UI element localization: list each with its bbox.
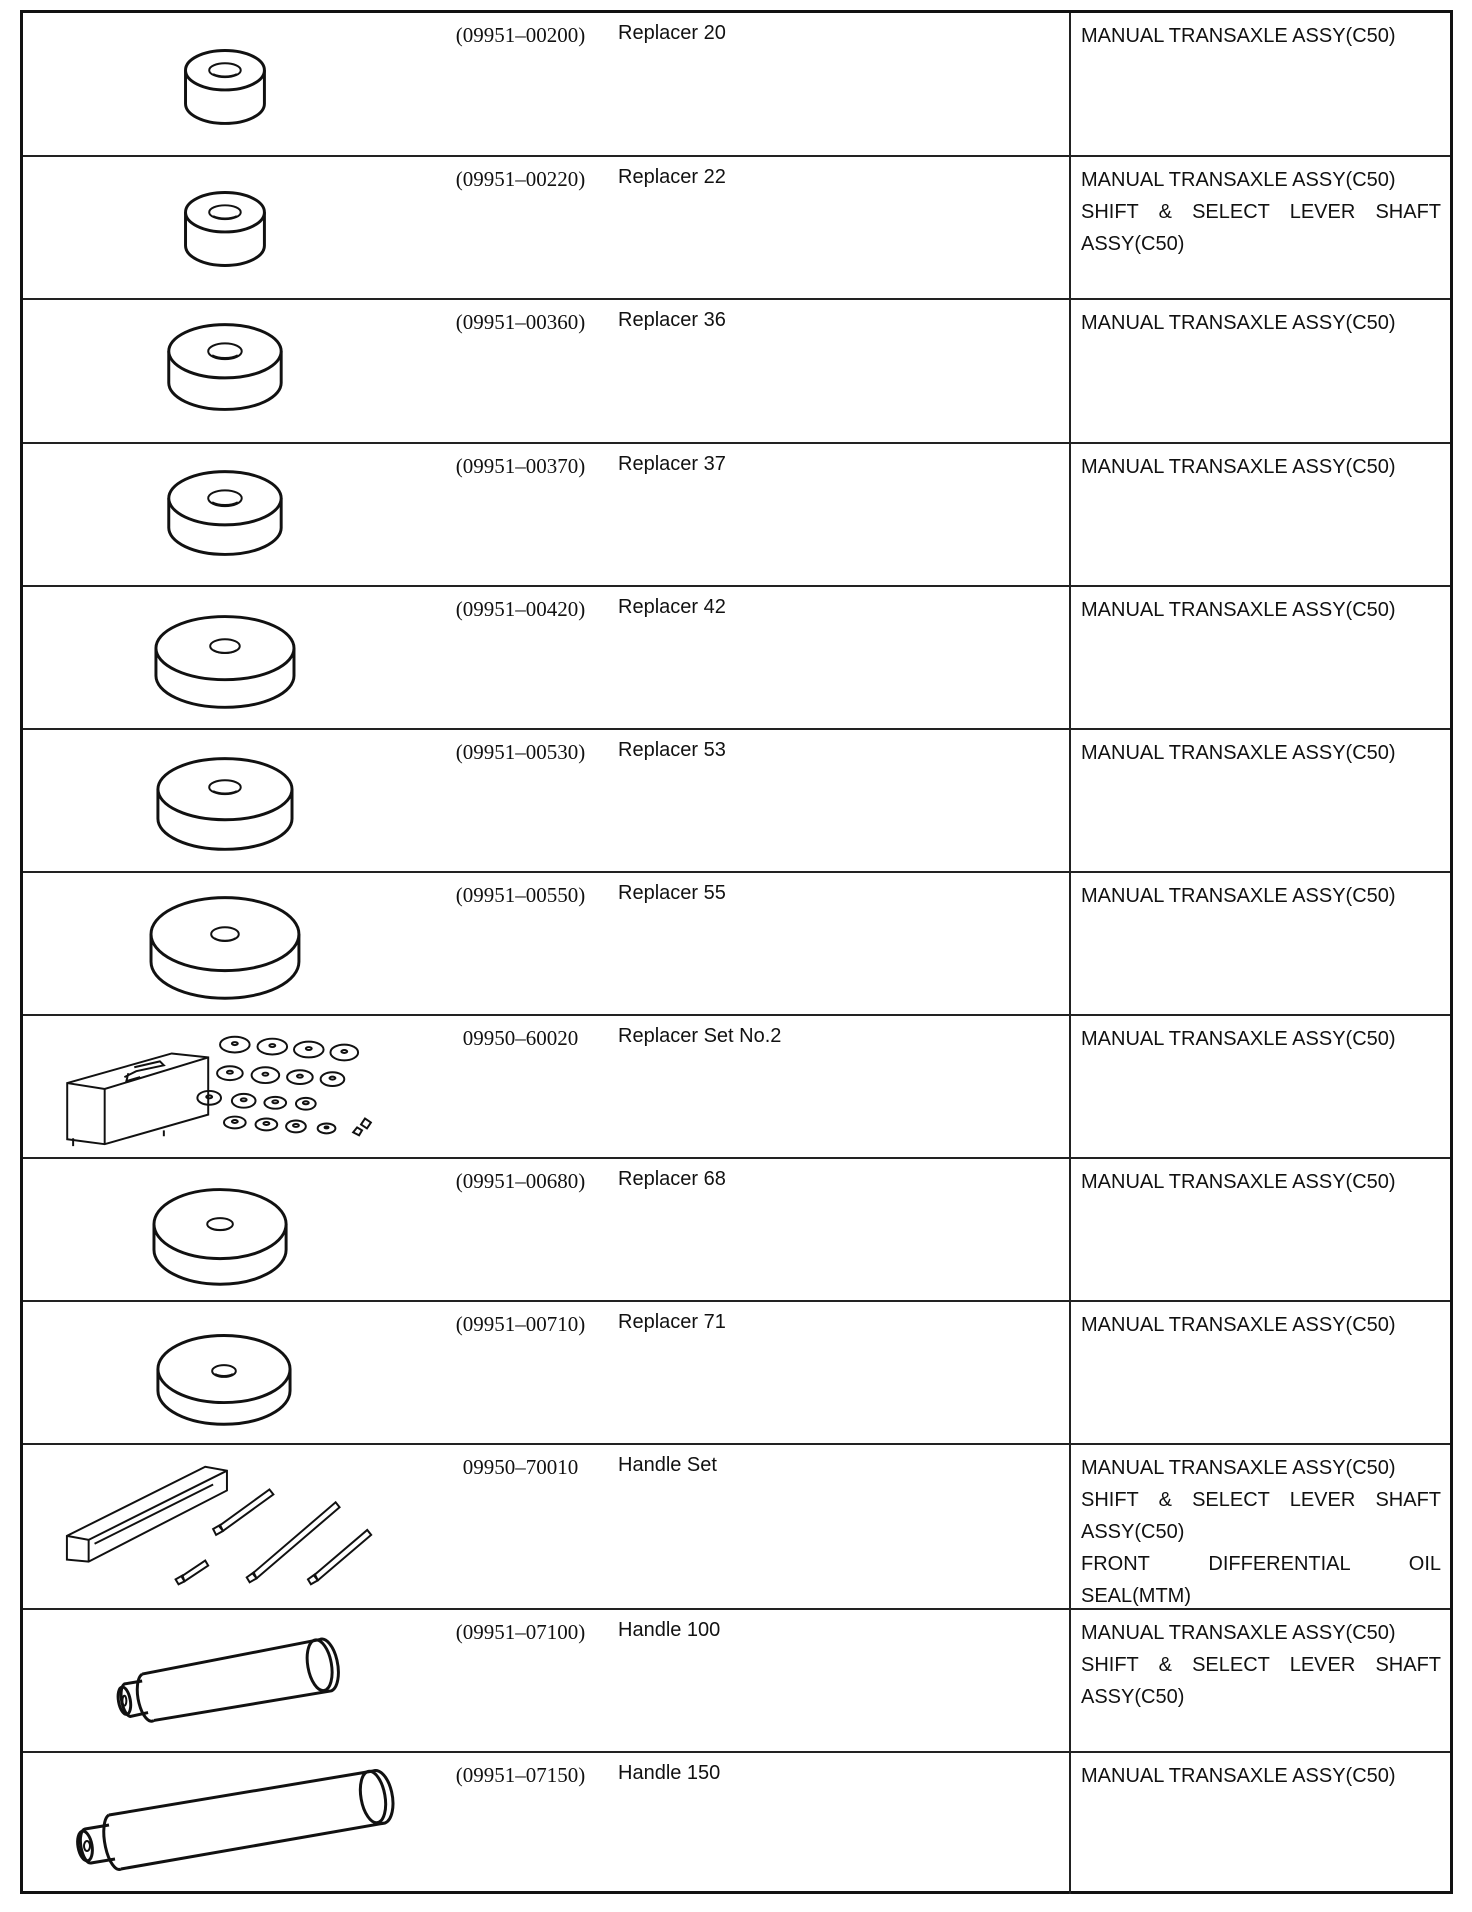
usage-line: MANUAL TRANSAXLE ASSY(C50) (1081, 885, 1396, 907)
usage-line: FRONT DIFFERENTIAL OIL (1081, 1553, 1441, 1575)
table-row (23, 1016, 1450, 1159)
usage-line: MANUAL TRANSAXLE ASSY(C50) (1081, 1171, 1396, 1193)
usage-line: MANUAL TRANSAXLE ASSY(C50) (1081, 1622, 1396, 1644)
usage-line: MANUAL TRANSAXLE ASSY(C50) (1081, 1314, 1396, 1336)
handle-set-icon (23, 1445, 423, 1608)
column-divider (1069, 587, 1071, 728)
table-row (23, 730, 1450, 873)
usage-line: MANUAL TRANSAXLE ASSY(C50) (1081, 742, 1396, 764)
tool-name: Replacer 42 (618, 596, 726, 618)
column-divider (1069, 1610, 1071, 1751)
usage-line: MANUAL TRANSAXLE ASSY(C50) (1081, 1765, 1396, 1787)
replacer-set-icon (23, 1016, 423, 1157)
column-divider (1069, 13, 1071, 155)
replacer-icon (23, 444, 423, 585)
usage-line: ASSY(C50) (1081, 1686, 1185, 1708)
replacer-icon (23, 300, 423, 442)
tool-name: Handle Set (618, 1454, 717, 1476)
column-divider (1069, 730, 1071, 871)
usage-line: MANUAL TRANSAXLE ASSY(C50) (1081, 169, 1396, 191)
usage-line: SHIFT & SELECT LEVER SHAFT (1081, 201, 1441, 223)
table-row (23, 1610, 1450, 1753)
replacer-large-icon (23, 1302, 423, 1443)
tool-name: Replacer 53 (618, 739, 726, 761)
usage-line: ASSY(C50) (1081, 233, 1185, 255)
usage-list (1081, 20, 1441, 52)
part-number: (09951–00360) (455, 310, 586, 334)
table-row (23, 1302, 1450, 1445)
replacer-icon (23, 587, 423, 728)
part-number: (09951–00550) (455, 883, 586, 907)
usage-list (1081, 594, 1441, 626)
usage-list (1081, 1309, 1441, 1341)
tool-name: Replacer 36 (618, 309, 726, 331)
usage-line: MANUAL TRANSAXLE ASSY(C50) (1081, 1457, 1396, 1479)
table-row (23, 1445, 1450, 1610)
part-number: (09951–00710) (455, 1312, 586, 1336)
usage-list (1081, 451, 1441, 483)
tool-name: Replacer 37 (618, 453, 726, 475)
column-divider (1069, 1753, 1071, 1894)
part-number: (09951–00220) (455, 167, 586, 191)
part-number: 09950–70010 (462, 1455, 579, 1479)
column-divider (1069, 1302, 1071, 1443)
table-row (23, 587, 1450, 730)
table-row (23, 157, 1450, 300)
replacer-small-icon (23, 157, 423, 298)
table-row (23, 1753, 1450, 1894)
usage-line: SEAL(MTM) (1081, 1585, 1191, 1607)
part-number: (09951–07100) (455, 1620, 586, 1644)
usage-list (1081, 1166, 1441, 1198)
usage-list (1081, 1617, 1441, 1713)
table-row (23, 444, 1450, 587)
column-divider (1069, 873, 1071, 1014)
handle-long-icon (23, 1753, 423, 1894)
column-divider (1069, 444, 1071, 585)
usage-line: MANUAL TRANSAXLE ASSY(C50) (1081, 599, 1396, 621)
usage-list (1081, 1023, 1441, 1055)
tool-name: Replacer 55 (618, 882, 726, 904)
handle-icon (23, 1610, 423, 1751)
usage-list (1081, 164, 1441, 260)
part-number: 09950–60020 (462, 1026, 579, 1050)
replacer-large-icon (23, 1159, 423, 1300)
column-divider (1069, 1016, 1071, 1157)
column-divider (1069, 1159, 1071, 1300)
usage-list (1081, 1760, 1441, 1792)
usage-line: MANUAL TRANSAXLE ASSY(C50) (1081, 456, 1396, 478)
usage-line: SHIFT & SELECT LEVER SHAFT (1081, 1489, 1441, 1511)
replacer-small-icon (23, 13, 423, 155)
usage-list (1081, 1452, 1441, 1612)
tool-name: Replacer Set No.2 (618, 1025, 782, 1047)
tool-name: Replacer 68 (618, 1168, 726, 1190)
column-divider (1069, 157, 1071, 298)
tool-name: Replacer 20 (618, 22, 726, 44)
replacer-icon (23, 730, 423, 871)
usage-list (1081, 880, 1441, 912)
tool-name: Handle 100 (618, 1619, 721, 1641)
usage-list (1081, 307, 1441, 339)
part-number: (09951–07150) (455, 1763, 586, 1787)
table-row (23, 300, 1450, 444)
table-row (23, 873, 1450, 1016)
part-number: (09951–00420) (455, 597, 586, 621)
table-row (23, 13, 1450, 157)
usage-line: MANUAL TRANSAXLE ASSY(C50) (1081, 1028, 1396, 1050)
usage-line: MANUAL TRANSAXLE ASSY(C50) (1081, 25, 1396, 47)
column-divider (1069, 1445, 1071, 1608)
usage-list (1081, 737, 1441, 769)
tool-name: Replacer 22 (618, 166, 726, 188)
usage-line: SHIFT & SELECT LEVER SHAFT (1081, 1654, 1441, 1676)
part-number: (09951–00680) (455, 1169, 586, 1193)
usage-line: ASSY(C50) (1081, 1521, 1185, 1543)
part-number: (09951–00200) (455, 23, 586, 47)
special-tools-table (20, 10, 1453, 1894)
column-divider (1069, 300, 1071, 442)
usage-line: MANUAL TRANSAXLE ASSY(C50) (1081, 312, 1396, 334)
table-row (23, 1159, 1450, 1302)
tool-name: Replacer 71 (618, 1311, 726, 1333)
tool-name: Handle 150 (618, 1762, 721, 1784)
replacer-large-icon (23, 873, 423, 1014)
part-number: (09951–00530) (455, 740, 586, 764)
part-number: (09951–00370) (455, 454, 586, 478)
